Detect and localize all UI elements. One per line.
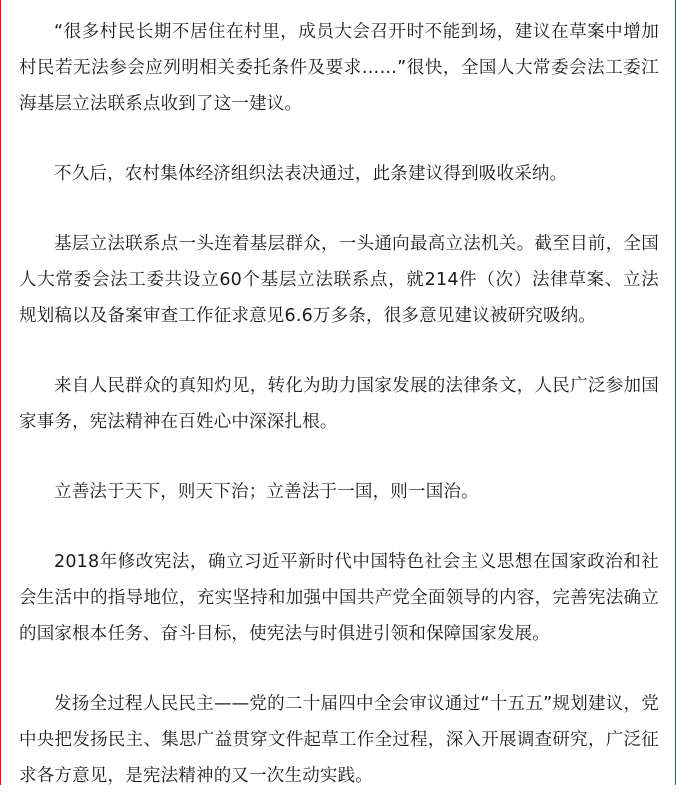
paragraph-3: 基层立法联系点一头连着基层群众，一头通向最高立法机关。截至目前，全国人大常委会法工委共设立60个基层立法联系点，就214件（次）法律草案、立法规划稿以及备案审查工作征求意见6.6万多条，很多意见建议被研究吸纳。 [19, 234, 659, 326]
paragraph-7: 发扬全过程人民民主——党的二十届四中全会审议通过“十五五”规划建议，党中央把发扬民主、集思广益贯穿文件起草工作全过程，深入开展调查研究，广泛征求各方意见，是宪法精神的又一次生动实践。 [19, 694, 659, 786]
paragraph-1: “很多村民长期不居住在村里，成员大会召开时不能到场，建议在草案中增加村民若无法参会应列明相关委托条件及要求……”很快，全国人大常委会法工委江海基层立法联系点收到了这一建议。 [19, 22, 659, 114]
paragraph-6: 2018年修改宪法，确立习近平新时代中国特色社会主义思想在国家政治和社会生活中的指导地位，充实坚持和加强中国共产党全面领导的内容，完善宪法确立的国家根本任务、奋斗目标，使宪法与时俱进引领和保障国家发展。 [19, 552, 659, 644]
paragraph-2: 不久后，农村集体经济组织法表决通过，此条建议得到吸收采纳。 [54, 164, 568, 184]
paragraph-4: 来自人民群众的真知灼见，转化为助力国家发展的法律条文，人民广泛参加国家事务，宪法精神在百姓心中深深扎根。 [19, 376, 659, 432]
paragraph-5: 立善法于天下，则天下治；立善法于一国，则一国治。 [54, 482, 479, 502]
article-body [19, 14, 659, 794]
